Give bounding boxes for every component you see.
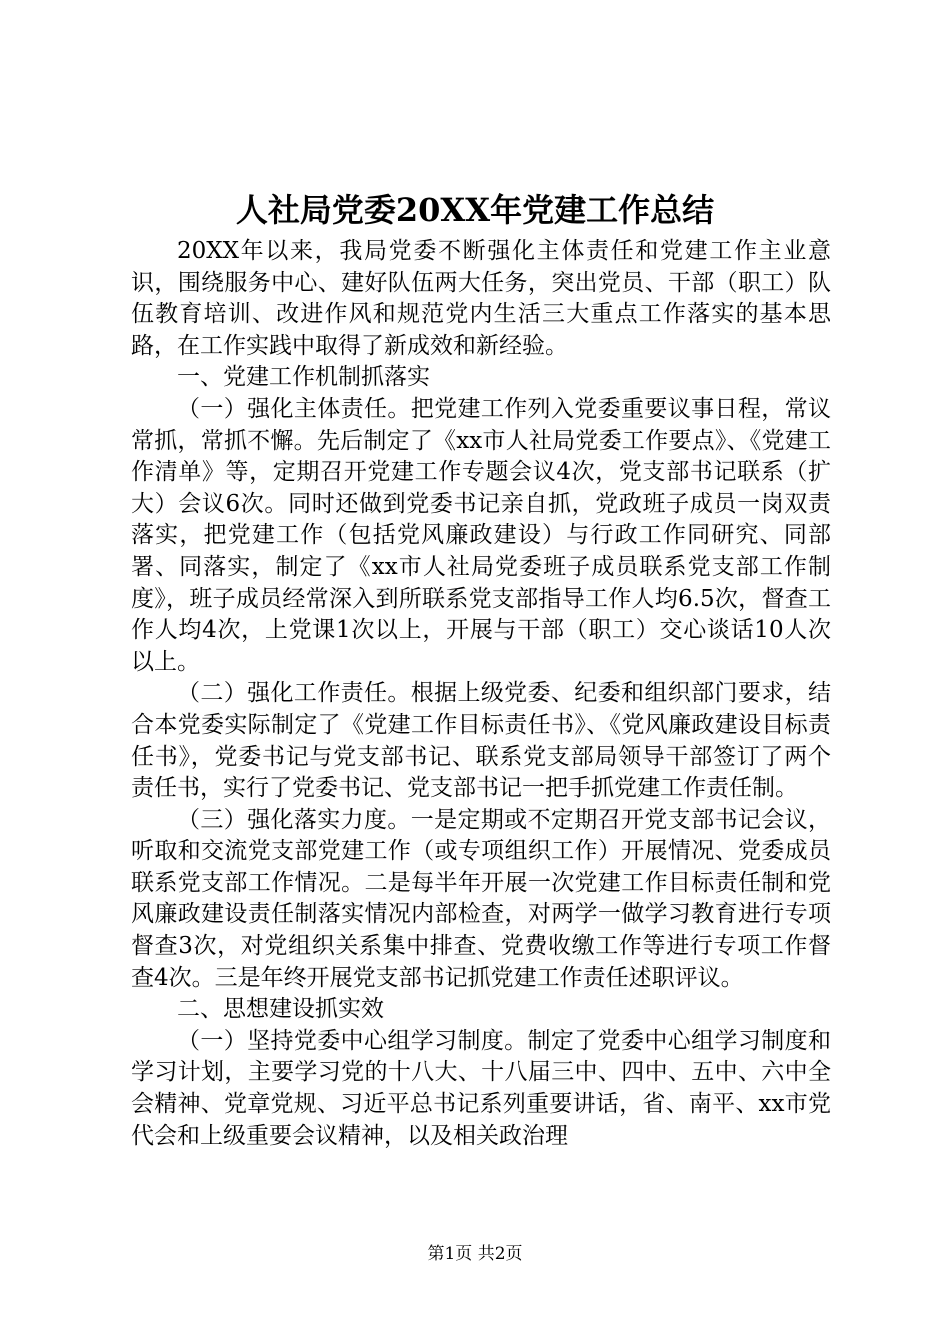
document-title: 人社局党委20XX年党建工作总结 [235, 191, 715, 229]
section1-paragraph-3: （三）强化落实力度。一是定期或不定期召开党支部书记会议，听取和交流党支部党建工作（或专项组织工作）开展情况、党委成员联系党支部工作情况。二是每半年开展一次党建工作目标责任制和党风廉政建设责任制落实情况内部检查，对两学一做学习教育进行专项督查3次，对党组织关系集中排查、党费收缴工作等进行专项工作督查4次。三是年终开展党支部书记抓党建工作责任述职评议。 [131, 806, 831, 991]
section-heading-1: 一、党建工作机制抓落实 [177, 364, 430, 391]
section1-paragraph-2: （二）强化工作责任。根据上级党委、纪委和组织部门要求，结合本党委实际制定了《党建工作目标责任书》、《党风廉政建设目标责任书》，党委书记与党支部书记、联系党支部局领导干部签订了两个责任书，实行了党委书记、党支部书记一把手抓党建工作责任制。 [131, 680, 831, 802]
document-body [131, 236, 831, 1152]
section2-paragraph-1: （一）坚持党委中心组学习制度。制定了党委中心组学习制度和学习计划，主要学习党的十八大、十八届三中、四中、五中、六中全会精神、党章党规、习近平总书记系列重要讲话，省、南平、xx市党代会和上级重要会议精神，以及相关政治理 [131, 1027, 831, 1149]
section1-paragraph-1: （一）强化主体责任。把党建工作列入党委重要议事日程，常议常抓，常抓不懈。先后制定了《xx市人社局党委工作要点》、《党建工作清单》等，定期召开党建工作专题会议4次，党支部书记联系（扩大）会议6次。同时还做到党委书记亲自抓，党政班子成员一岗双责落实，把党建工作（包括党风廉政建设）与行政工作同研究、同部署、同落实，制定了《xx市人社局党委班子成员联系党支部工作制度》，班子成员经常深入到所联系党支部指导工作人均6.5次，督查工作人均4次，上党课1次以上，开展与干部（职工）交心谈话10人次以上。 [131, 395, 831, 675]
section-heading-2: 二、思想建设抓实效 [177, 996, 384, 1023]
intro-paragraph: 20XX年以来，我局党委不断强化主体责任和党建工作主业意识，围绕服务中心、建好队伍两大任务，突出党员、干部（职工）队伍教育培训、改进作风和规范党内生活三大重点工作落实的基本思路，在工作实践中取得了新成效和新经验。 [131, 238, 831, 359]
page-footer: 第1页 共2页 [427, 1244, 523, 1264]
